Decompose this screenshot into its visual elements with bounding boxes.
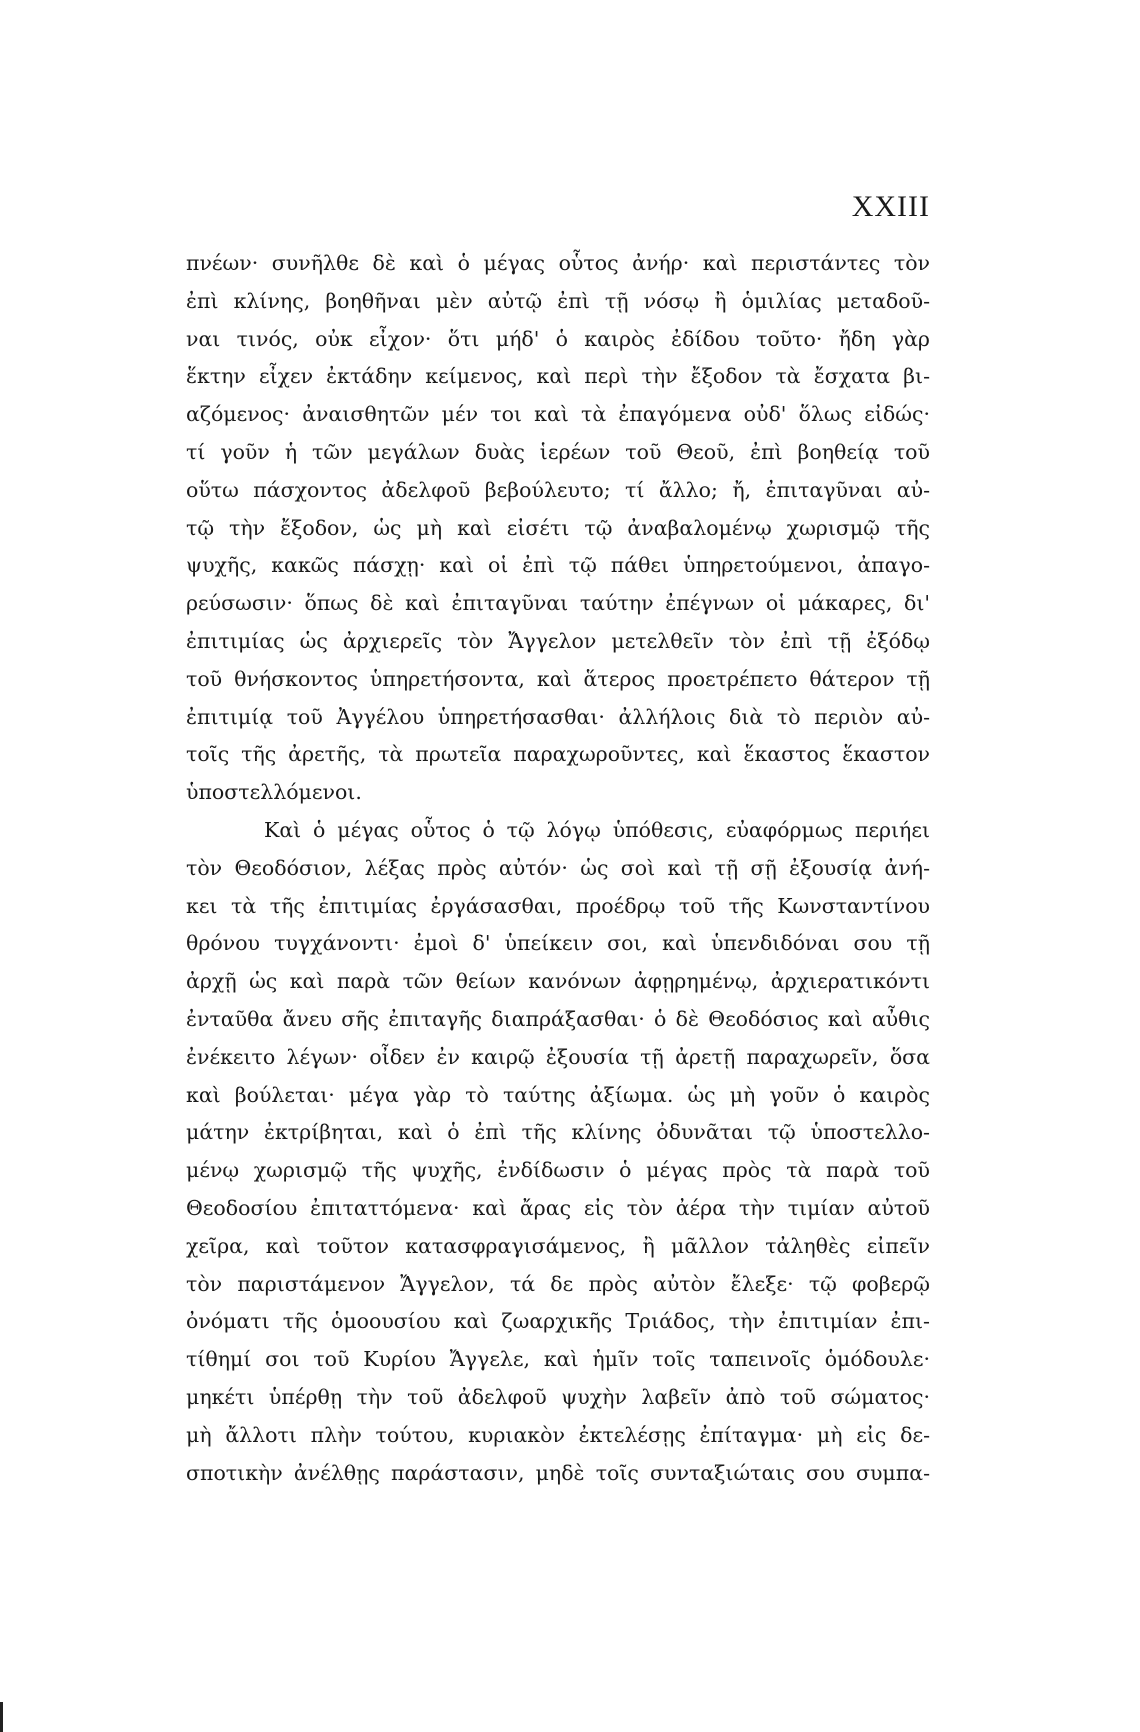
- text-line: οὕτω πάσχοντος ἀδελφοῦ βεβούλευτο; τί ἄλλο; ἤ, ἐπιταγῦναι αὐ-: [186, 477, 930, 502]
- scan-edge-mark: [0, 1702, 3, 1732]
- text-line: τοῦ θνήσκοντος ὑπηρετήσοντα, καὶ ἅτερος προετρέπετο θάτερον τῇ: [186, 666, 930, 691]
- text-line: ἐπιτιμίᾳ τοῦ Ἀγγέλου ὑπηρετήσασθαι· ἀλλήλοις διὰ τὸ περιὸν αὐ-: [186, 704, 930, 729]
- text-line: καὶ βούλεται· μέγα γὰρ τὸ ταύτης ἀξίωμα. ὡς μὴ γοῦν ὁ καιρὸς: [186, 1082, 930, 1107]
- text-line: ψυχῆς, κακῶς πάσχῃ· καὶ οἱ ἐπὶ τῷ πάθει ὑπηρετούμενοι, ἀπαγο-: [186, 553, 930, 578]
- paragraph-2: [186, 812, 930, 1492]
- text-line: ἐνταῦθα ἄνευ σῆς ἐπιταγῆς διαπράξασθαι· ὁ δὲ Θεοδόσιος καὶ αὖθις: [186, 1006, 930, 1031]
- text-line: χεῖρα, καὶ τοῦτον κατασφραγισάμενος, ἢ μᾶλλον τἀληθὲς εἰπεῖν: [186, 1233, 930, 1258]
- text-line: Θεοδοσίου ἐπιταττόμενα· καὶ ἄρας εἰς τὸν ἀέρα τὴν τιμίαν αὐτοῦ: [186, 1195, 930, 1220]
- text-line: κει τὰ τῆς ἐπιτιμίας ἐργάσασθαι, προέδρῳ τοῦ τῆς Κωνσταντίνου: [186, 893, 930, 918]
- text-line: ἐπιτιμίας ὡς ἀρχιερεῖς τὸν Ἄγγελον μετελθεῖν τὸν ἐπὶ τῇ ἐξόδῳ: [186, 628, 930, 653]
- text-line: ἕκτην εἶχεν ἐκτάδην κείμενος, καὶ περὶ τὴν ἔξοδον τὰ ἔσχατα βι-: [186, 364, 930, 389]
- text-line: τίθημί σοι τοῦ Κυρίου Ἄγγελε, καὶ ἡμῖν τοῖς ταπεινοῖς ὁμόδουλε·: [186, 1347, 930, 1372]
- text-line: τί γοῦν ἡ τῶν μεγάλων δυὰς ἱερέων τοῦ Θεοῦ, ἐπὶ βοηθείᾳ τοῦ: [186, 439, 930, 464]
- text-line: πνέων· συνῆλθε δὲ καὶ ὁ μέγας οὗτος ἀνήρ· καὶ περιστάντες τὸν: [186, 251, 930, 275]
- text-line: ρεύσωσιν· ὅπως δὲ καὶ ἐπιταγῦναι ταύτην ἐπέγνων οἱ μάκαρες, δι': [186, 591, 930, 616]
- text-line: τὸν παριστάμενον Ἄγγελον, τά δε πρὸς αὐτὸν ἔλεξε· τῷ φοβερῷ: [186, 1271, 930, 1296]
- text-line: αζόμενος· ἀναισθητῶν μέν τοι καὶ τὰ ἐπαγόμενα οὐδ' ὅλως εἰδώς·: [186, 402, 930, 427]
- text-line: ναι τινός, οὐκ εἶχον· ὅτι μήδ' ὁ καιρὸς ἐδίδου τοῦτο· ἤδη γὰρ: [186, 326, 930, 351]
- text-line: μὴ ἄλλοτι πλὴν τούτου, κυριακὸν ἐκτελέσῃς ἐπίταγμα· μὴ εἰς δε-: [186, 1422, 930, 1447]
- text-line: μηκέτι ὑπέρθῃ τὴν τοῦ ἀδελφοῦ ψυχὴν λαβεῖν ἀπὸ τοῦ σώματος·: [186, 1384, 930, 1409]
- text-line: τῷ τὴν ἔξοδον, ὡς μὴ καὶ εἰσέτι τῷ ἀναβαλομένῳ χωρισμῷ τῆς: [186, 515, 930, 540]
- text-line: ὀνόματι τῆς ὁμοουσίου καὶ ζωαρχικῆς Τριάδος, τὴν ἐπιτιμίαν ἐπι-: [186, 1309, 930, 1334]
- text-line: μένῳ χωρισμῷ τῆς ψυχῆς, ἐνδίδωσιν ὁ μέγας πρὸς τὰ παρὰ τοῦ: [186, 1158, 930, 1183]
- text-line: ἐνέκειτο λέγων· οἶδεν ἐν καιρῷ ἐξουσία τῇ ἀρετῇ παραχωρεῖν, ὅσα: [186, 1044, 930, 1069]
- body-text: [186, 245, 930, 1492]
- text-line: θρόνου τυγχάνοντι· ἐμοὶ δ' ὑπείκειν σοι, καὶ ὑπενδιδόναι σου τῇ: [186, 931, 930, 956]
- text-line: σποτικὴν ἀνέλθῃς παράστασιν, μηδὲ τοῖς συνταξιώταις σου συμπα-: [186, 1460, 930, 1485]
- text-line: ὑποστελλόμενοι.: [186, 780, 362, 805]
- text-line: ἐπὶ κλίνης, βοηθῆναι μὲν αὐτῷ ἐπὶ τῇ νόσῳ ἢ ὁμιλίας μεταδοῦ-: [186, 288, 930, 313]
- text-line: τοῖς τῆς ἀρετῆς, τὰ πρωτεῖα παραχωροῦντες, καὶ ἕκαστος ἕκαστον: [186, 742, 930, 767]
- text-line: τὸν Θεοδόσιον, λέξας πρὸς αὐτόν· ὡς σοὶ καὶ τῇ σῇ ἐξουσίᾳ ἀνή-: [186, 855, 930, 880]
- text-line: ἀρχῇ ὡς καὶ παρὰ τῶν θείων κανόνων ἀφῃρημένῳ, ἀρχιερατικόντι: [186, 969, 930, 994]
- text-line: Καὶ ὁ μέγας οὗτος ὁ τῷ λόγῳ ὑπόθεσις, εὐαφόρμως περιήει: [264, 817, 930, 842]
- text-line: μάτην ἐκτρίβηται, καὶ ὁ ἐπὶ τῆς κλίνης ὀδυνᾶται τῷ ὑποστελλο-: [186, 1120, 930, 1145]
- paragraph-1: [186, 245, 930, 812]
- page-number: XXIII: [851, 190, 930, 223]
